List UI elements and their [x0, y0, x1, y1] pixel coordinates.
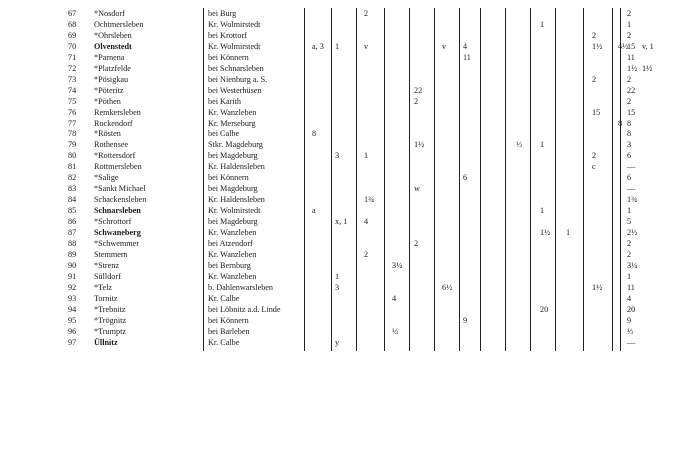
place-location: bei Nienburg a. S.: [208, 74, 268, 84]
value-cell: a: [312, 206, 316, 216]
place-location: Kr. Wanzleben: [208, 228, 257, 237]
place-location: Kr. Wanzleben: [208, 249, 257, 259]
column-divider: [331, 8, 332, 351]
column-divider: [530, 8, 531, 351]
place-location: bei Atzendorf: [208, 238, 253, 248]
row-number: 67: [68, 9, 77, 18]
value-cell: 3: [627, 140, 632, 150]
row-number: 95: [68, 315, 77, 325]
row-number: 85: [68, 206, 77, 216]
row-number: 89: [68, 249, 77, 259]
value-cell: 9: [463, 315, 468, 325]
value-cell: 1: [540, 19, 545, 29]
place-location: bei Könnern: [208, 315, 249, 325]
value-cell: 3: [335, 151, 340, 161]
place-location: Stkr. Magdeburg: [208, 140, 263, 150]
row-number: 97: [68, 337, 77, 347]
place-name: Üllnitz: [94, 337, 118, 347]
column-divider: [409, 8, 410, 351]
place-name: Rothensee: [94, 140, 129, 150]
column-divider: [434, 8, 435, 351]
place-location: bei Calbe: [208, 129, 240, 139]
row-number: 88: [68, 238, 77, 248]
place-name: Sülldorf: [94, 271, 121, 281]
row-number: 96: [68, 326, 77, 336]
value-cell: 4: [392, 293, 397, 303]
place-location: bei Krottorf: [208, 30, 247, 40]
row-number: 92: [68, 282, 77, 292]
value-cell: 2: [414, 96, 419, 106]
value-cell: ⅓: [516, 140, 523, 150]
row-number: 76: [68, 107, 77, 117]
value-cell: 1½: [627, 63, 638, 73]
row-number: 94: [68, 304, 77, 314]
place-location: b. Dahlenwarsleben: [208, 282, 274, 292]
place-name: Olvenstedt: [94, 41, 132, 51]
place-location: Kr. Merseburg: [208, 118, 256, 128]
column-divider: [612, 8, 613, 351]
value-cell: 3¼: [392, 260, 403, 270]
place-name: *Rottersdorf: [94, 151, 136, 161]
column-divider: [459, 8, 460, 351]
place-name: *Schrottorf: [94, 217, 132, 227]
value-cell: 2: [592, 30, 597, 40]
value-cell: x, 1: [335, 217, 348, 227]
row-number: 93: [68, 293, 77, 303]
value-cell: 4: [627, 293, 632, 303]
value-cell: 1¾: [364, 195, 375, 205]
place-name: *Nosdorf: [94, 9, 125, 18]
value-cell: 2: [627, 238, 632, 248]
column-divider: [356, 8, 357, 351]
row-number: 71: [68, 52, 77, 62]
row-number: 78: [68, 129, 77, 139]
value-cell: 6: [463, 173, 468, 183]
value-cell: 11: [463, 52, 471, 62]
place-name: *Platzfelde: [94, 63, 131, 73]
row-number: 73: [68, 74, 77, 84]
value-cell: 1½: [642, 63, 653, 73]
value-cell: 15: [592, 107, 601, 117]
value-cell: 20: [540, 304, 549, 314]
place-name: Schackensleben: [94, 195, 147, 205]
place-location: Kr. Calbe: [208, 293, 240, 303]
value-cell: 2½: [627, 228, 638, 237]
place-location: Kr. Haldensleben: [208, 162, 265, 172]
value-cell: 1: [627, 206, 632, 216]
place-location: bei Burg: [208, 9, 237, 18]
place-location: Kr. Wanzleben: [208, 271, 257, 281]
place-location: bei Könnern: [208, 173, 249, 183]
row-number: 70: [68, 41, 77, 51]
place-location: bei Magdeburg: [208, 151, 258, 161]
place-name: *Schwemmer: [94, 238, 140, 248]
value-cell: 8: [618, 118, 623, 128]
value-cell: 11: [627, 52, 635, 62]
value-cell: 2: [364, 9, 369, 18]
column-divider: [620, 8, 621, 351]
value-cell: 22: [627, 85, 636, 95]
row-number: 90: [68, 260, 77, 270]
value-cell: 4: [463, 41, 468, 51]
place-name: Tornitz: [94, 293, 118, 303]
place-name: *Pösigkau: [94, 74, 129, 84]
value-cell: 2: [592, 151, 597, 161]
value-cell: v: [442, 41, 447, 51]
value-cell: 2: [627, 249, 632, 259]
value-cell: 8: [312, 129, 317, 139]
value-cell: 1: [627, 271, 632, 281]
value-cell: w: [414, 184, 420, 194]
value-cell: —: [627, 184, 636, 194]
value-cell: 2: [364, 249, 369, 259]
place-name: Schnarsleben: [94, 206, 141, 216]
value-cell: a, 3: [312, 41, 324, 51]
value-cell: 15: [627, 41, 636, 51]
place-location: bei Westerhüsen: [208, 85, 262, 95]
column-divider: [304, 8, 305, 351]
value-cell: 1½: [414, 140, 425, 150]
value-cell: v: [364, 41, 369, 51]
value-cell: 1: [335, 271, 340, 281]
value-cell: 8: [627, 129, 632, 139]
value-cell: 1½: [592, 41, 603, 51]
place-name: *Trögnitz: [94, 315, 126, 325]
place-name: Remkersleben: [94, 107, 141, 117]
place-name: Rockendorf: [94, 118, 133, 128]
column-divider: [480, 8, 481, 351]
place-name: *Trumptz: [94, 326, 126, 336]
place-name: *Pöteritz: [94, 85, 124, 95]
place-name: Ochtmersleben: [94, 19, 144, 29]
value-cell: 2: [627, 30, 632, 40]
place-location: bei Könnern: [208, 52, 249, 62]
row-number: 91: [68, 271, 77, 281]
place-name: *Pöthen: [94, 96, 121, 106]
value-cell: 1½: [592, 282, 603, 292]
place-location: bei Bernburg: [208, 260, 251, 270]
place-name: *Ohrsleben: [94, 30, 132, 40]
row-number: 68: [68, 19, 77, 29]
value-cell: 6: [627, 151, 632, 161]
value-cell: 6½: [442, 282, 453, 292]
place-name: *Strenz: [94, 260, 120, 270]
value-cell: 1: [540, 140, 545, 150]
value-cell: c: [592, 162, 596, 172]
value-cell: 15: [627, 107, 636, 117]
value-cell: v, 1: [642, 41, 654, 51]
value-cell: 5: [627, 217, 632, 227]
row-number: 86: [68, 217, 77, 227]
value-cell: 4½: [618, 41, 629, 51]
row-number: 72: [68, 63, 77, 73]
row-number: 79: [68, 140, 77, 150]
value-cell: 2: [627, 9, 632, 18]
value-cell: 2: [627, 96, 632, 106]
value-cell: 1½: [540, 228, 551, 237]
value-cell: 2: [592, 74, 597, 84]
row-number: 81: [68, 162, 77, 172]
value-cell: 1¾: [627, 195, 638, 205]
value-cell: 8: [627, 118, 632, 128]
value-cell: 6: [627, 173, 632, 183]
place-location: Kr. Wanzleben: [208, 107, 257, 117]
place-location: Kr. Calbe: [208, 337, 240, 347]
place-location: Kr. Wolmirstedt: [208, 41, 261, 51]
value-cell: 3: [335, 282, 340, 292]
place-location: bei Karith: [208, 96, 241, 106]
value-cell: 11: [627, 282, 635, 292]
value-cell: 2: [627, 74, 632, 84]
value-cell: ⅓: [392, 326, 399, 336]
value-cell: 22: [414, 85, 423, 95]
place-name: *Salige: [94, 173, 119, 183]
place-name: *Rösten: [94, 129, 121, 139]
row-number: 80: [68, 151, 77, 161]
place-location: Kr. Haldensleben: [208, 195, 265, 205]
value-cell: 1: [540, 206, 545, 216]
place-name: Stemmern: [94, 249, 128, 259]
place-location: Kr. Wolmirstedt: [208, 206, 261, 216]
place-name: *Trebnitz: [94, 304, 126, 314]
row-number: 84: [68, 195, 77, 205]
place-name: Rottmersleben: [94, 162, 142, 172]
place-location: bei Barleben: [208, 326, 250, 336]
value-cell: 1: [364, 151, 369, 161]
value-cell: 9: [627, 315, 632, 325]
column-divider: [505, 8, 506, 351]
value-cell: —: [627, 337, 636, 347]
row-number: 83: [68, 184, 77, 194]
value-cell: y: [335, 337, 340, 347]
place-name: *Parnena: [94, 52, 125, 62]
place-name: *Telz: [94, 282, 113, 292]
column-divider: [203, 8, 204, 351]
row-number: 69: [68, 30, 77, 40]
place-location: bei Schnarsleben: [208, 63, 264, 73]
row-number: 87: [68, 228, 77, 237]
place-location: bei Magdeburg: [208, 217, 258, 227]
row-number: 75: [68, 96, 77, 106]
value-cell: 4: [364, 217, 369, 227]
column-divider: [384, 8, 385, 351]
row-number: 77: [68, 118, 77, 128]
value-cell: 3¼: [627, 260, 638, 270]
place-location: bei Löbnitz a.d. Linde: [208, 304, 281, 314]
place-location: Kr. Wolmirstedt: [208, 19, 261, 29]
value-cell: —: [627, 162, 636, 172]
column-divider: [555, 8, 556, 351]
value-cell: 1: [566, 228, 571, 237]
value-cell: 2: [414, 238, 419, 248]
value-cell: 20: [627, 304, 636, 314]
row-number: 74: [68, 85, 77, 95]
value-cell: ⅓: [627, 326, 634, 336]
place-location: bei Magdeburg: [208, 184, 258, 194]
column-divider: [583, 8, 584, 351]
place-name: Schwaneberg: [94, 228, 141, 237]
place-name: *Sankt Michael: [94, 184, 146, 194]
value-cell: 1: [335, 41, 340, 51]
row-number: 82: [68, 173, 77, 183]
value-cell: 1: [627, 19, 632, 29]
